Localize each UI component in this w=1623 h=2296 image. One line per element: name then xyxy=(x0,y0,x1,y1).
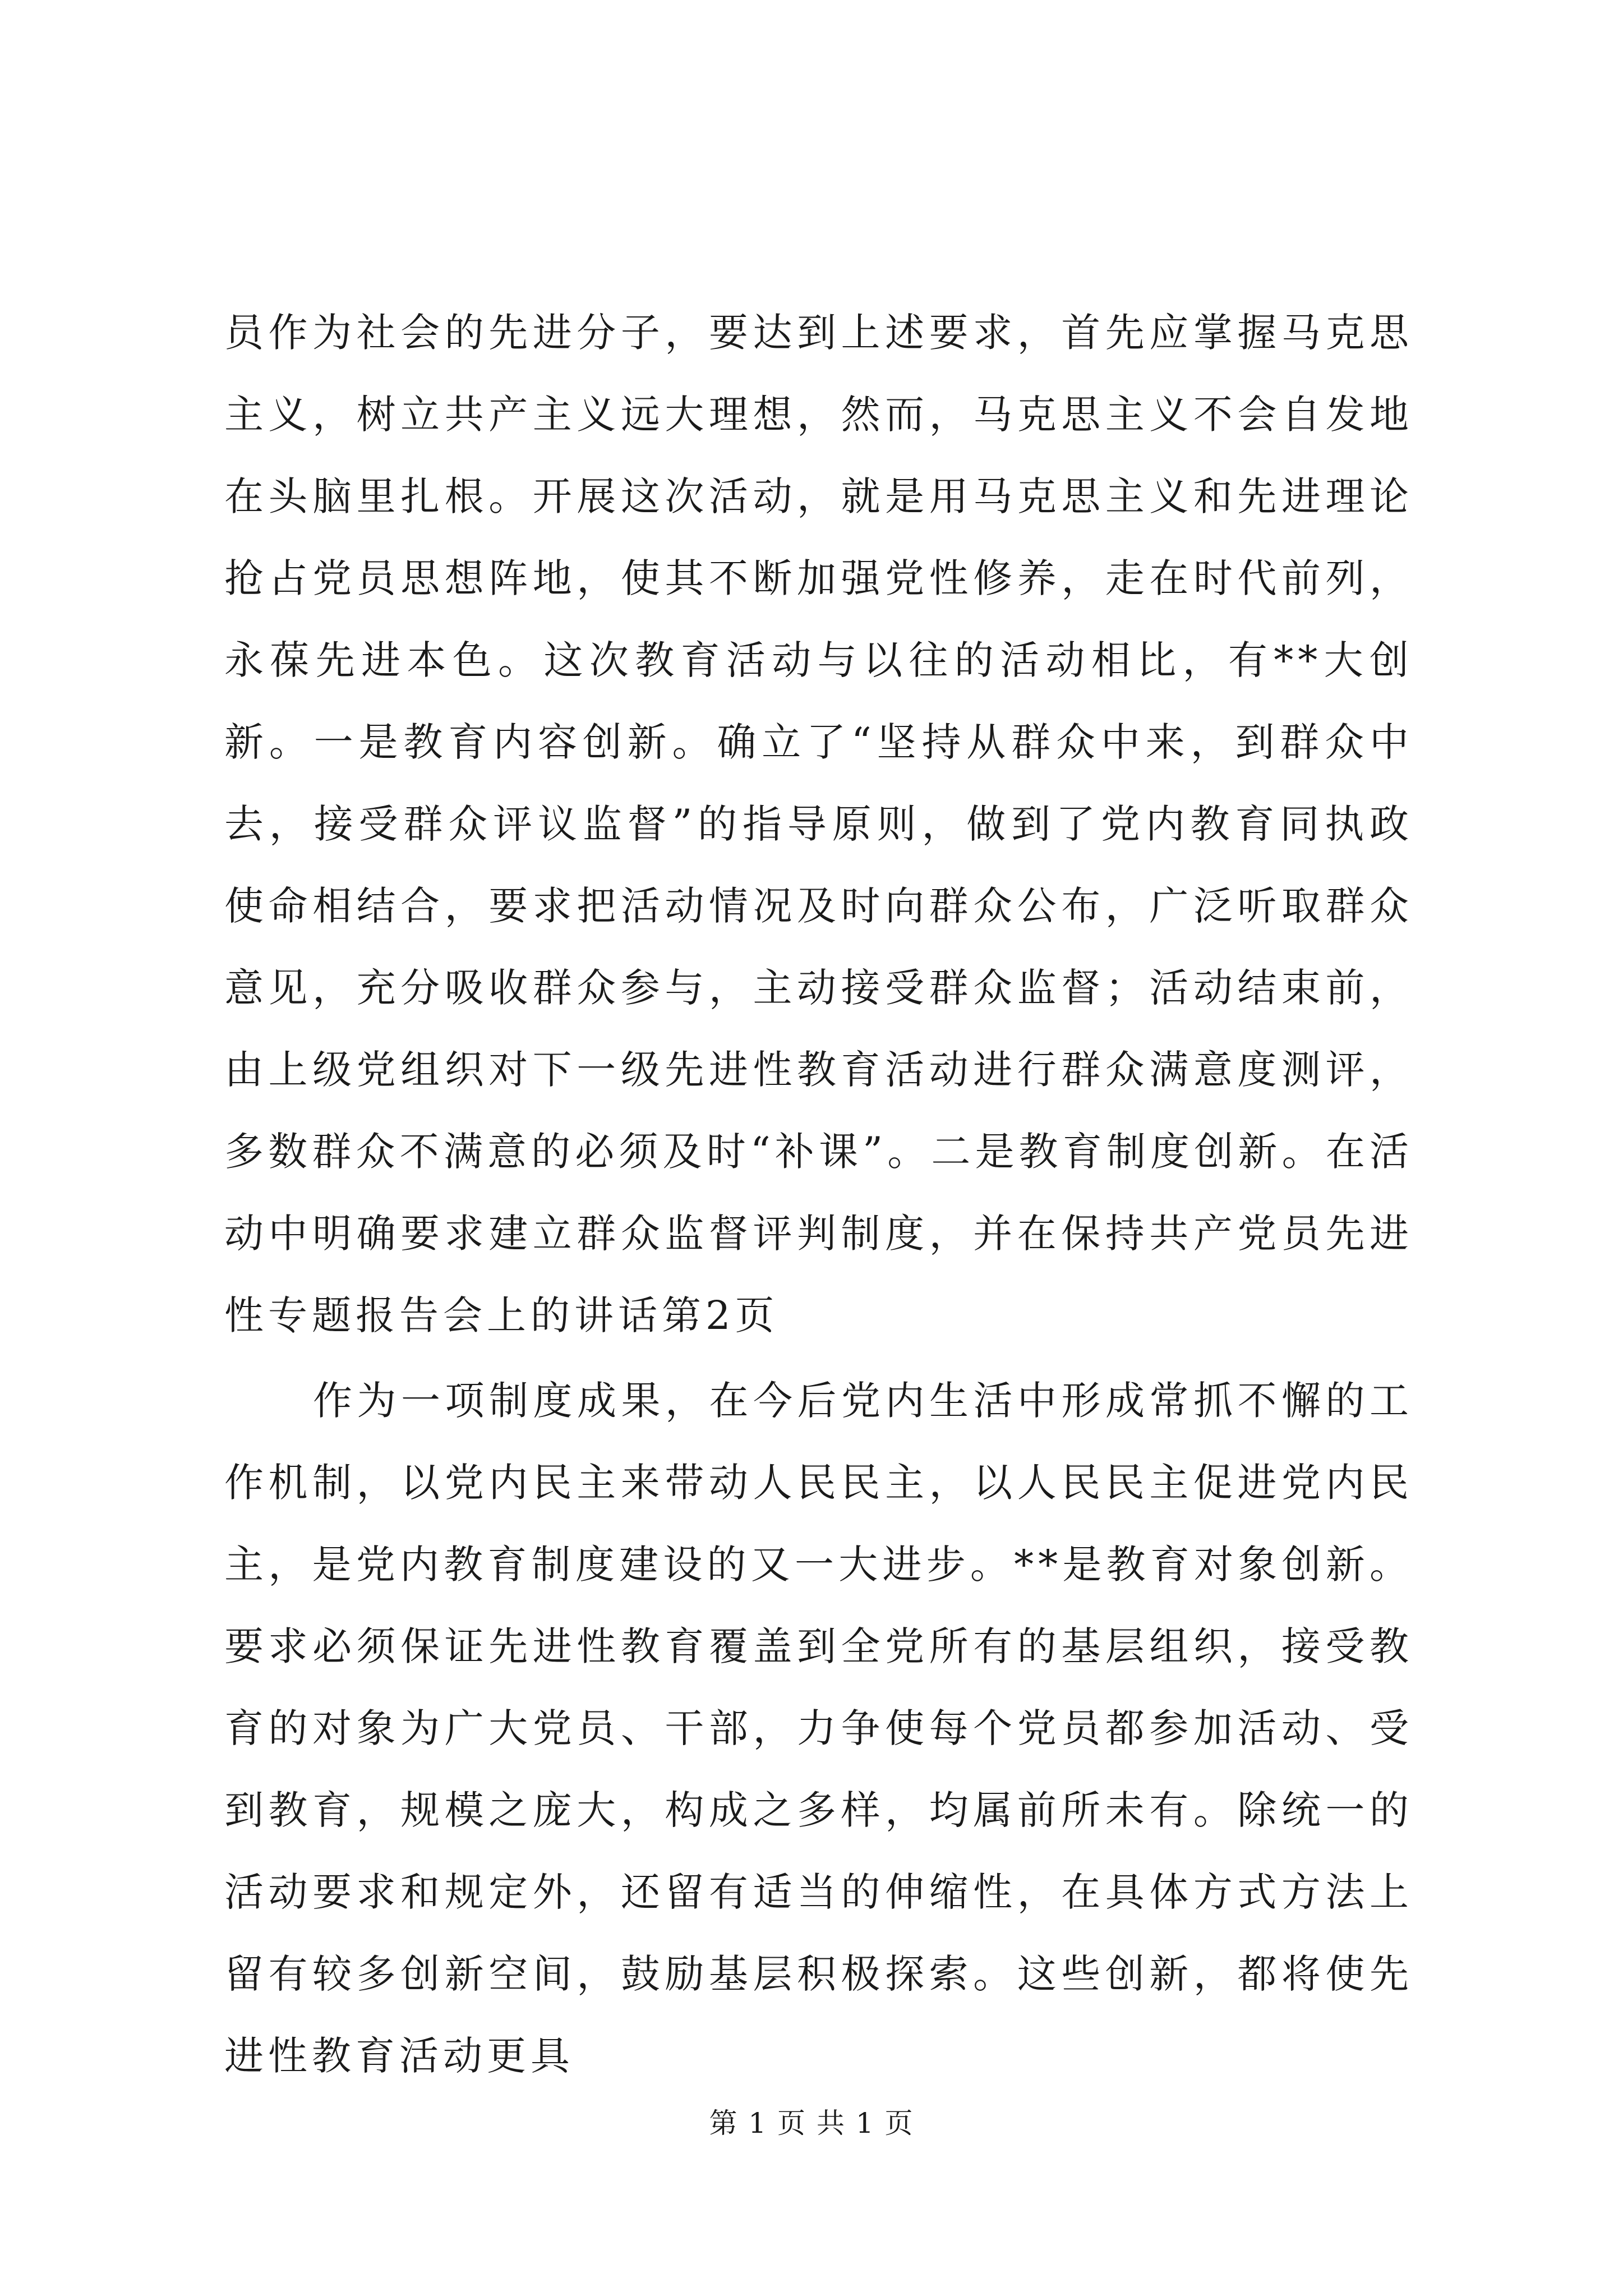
document-body xyxy=(224,292,1413,2097)
paragraph-2: 作为一项制度成果，在今后党内生活中形成常抓不懈的工作机制，以党内民主来带动人民民主，以人民民主促进党内民主，是党内教育制度建设的又一大进步。**是教育对象创新。要求必须保证先进性教育覆盖到全党所有的基层组织，接受教育的对象为广大党员、干部，力争使每个党员都参加活动、受到教育，规模之庞大，构成之多样，均属前所未有。除统一的活动要求和规定外，还留有适当的伸缩性，在具体方式方法上留有较多创新空间，鼓励基层积极探索。这些创新，都将使先进性教育活动更具 xyxy=(224,1378,1413,2079)
page-footer: 第 1 页 共 1 页 xyxy=(709,2107,914,2139)
paragraph-1: 员作为社会的先进分子，要达到上述要求，首先应掌握马克思主义，树立共产主义远大理想，然而，马克思主义不会自发地在头脑里扎根。开展这次活动，就是用马克思主义和先进理论抢占党员思想阵地，使其不断加强党性修养，走在时代前列，永葆先进本色。这次教育活动与以往的活动相比，有**大创新。一是教育内容创新。确立了“坚持从群众中来，到群众中去，接受群众评议监督”的指导原则，做到了党内教育同执政使命相结合，要求把活动情况及时向群众公布，广泛听取群众意见，充分吸收群众参与，主动接受群众监督；活动结束前，由上级党组织对下一级先进性教育活动进行群众满意度测评，多数群众不满意的必须及时“补课”。二是教育制度创新。在活动中明确要求建立群众监督评判制度，并在保持共产党员先进性专题报告会上的讲话第2页 xyxy=(224,310,1413,1338)
